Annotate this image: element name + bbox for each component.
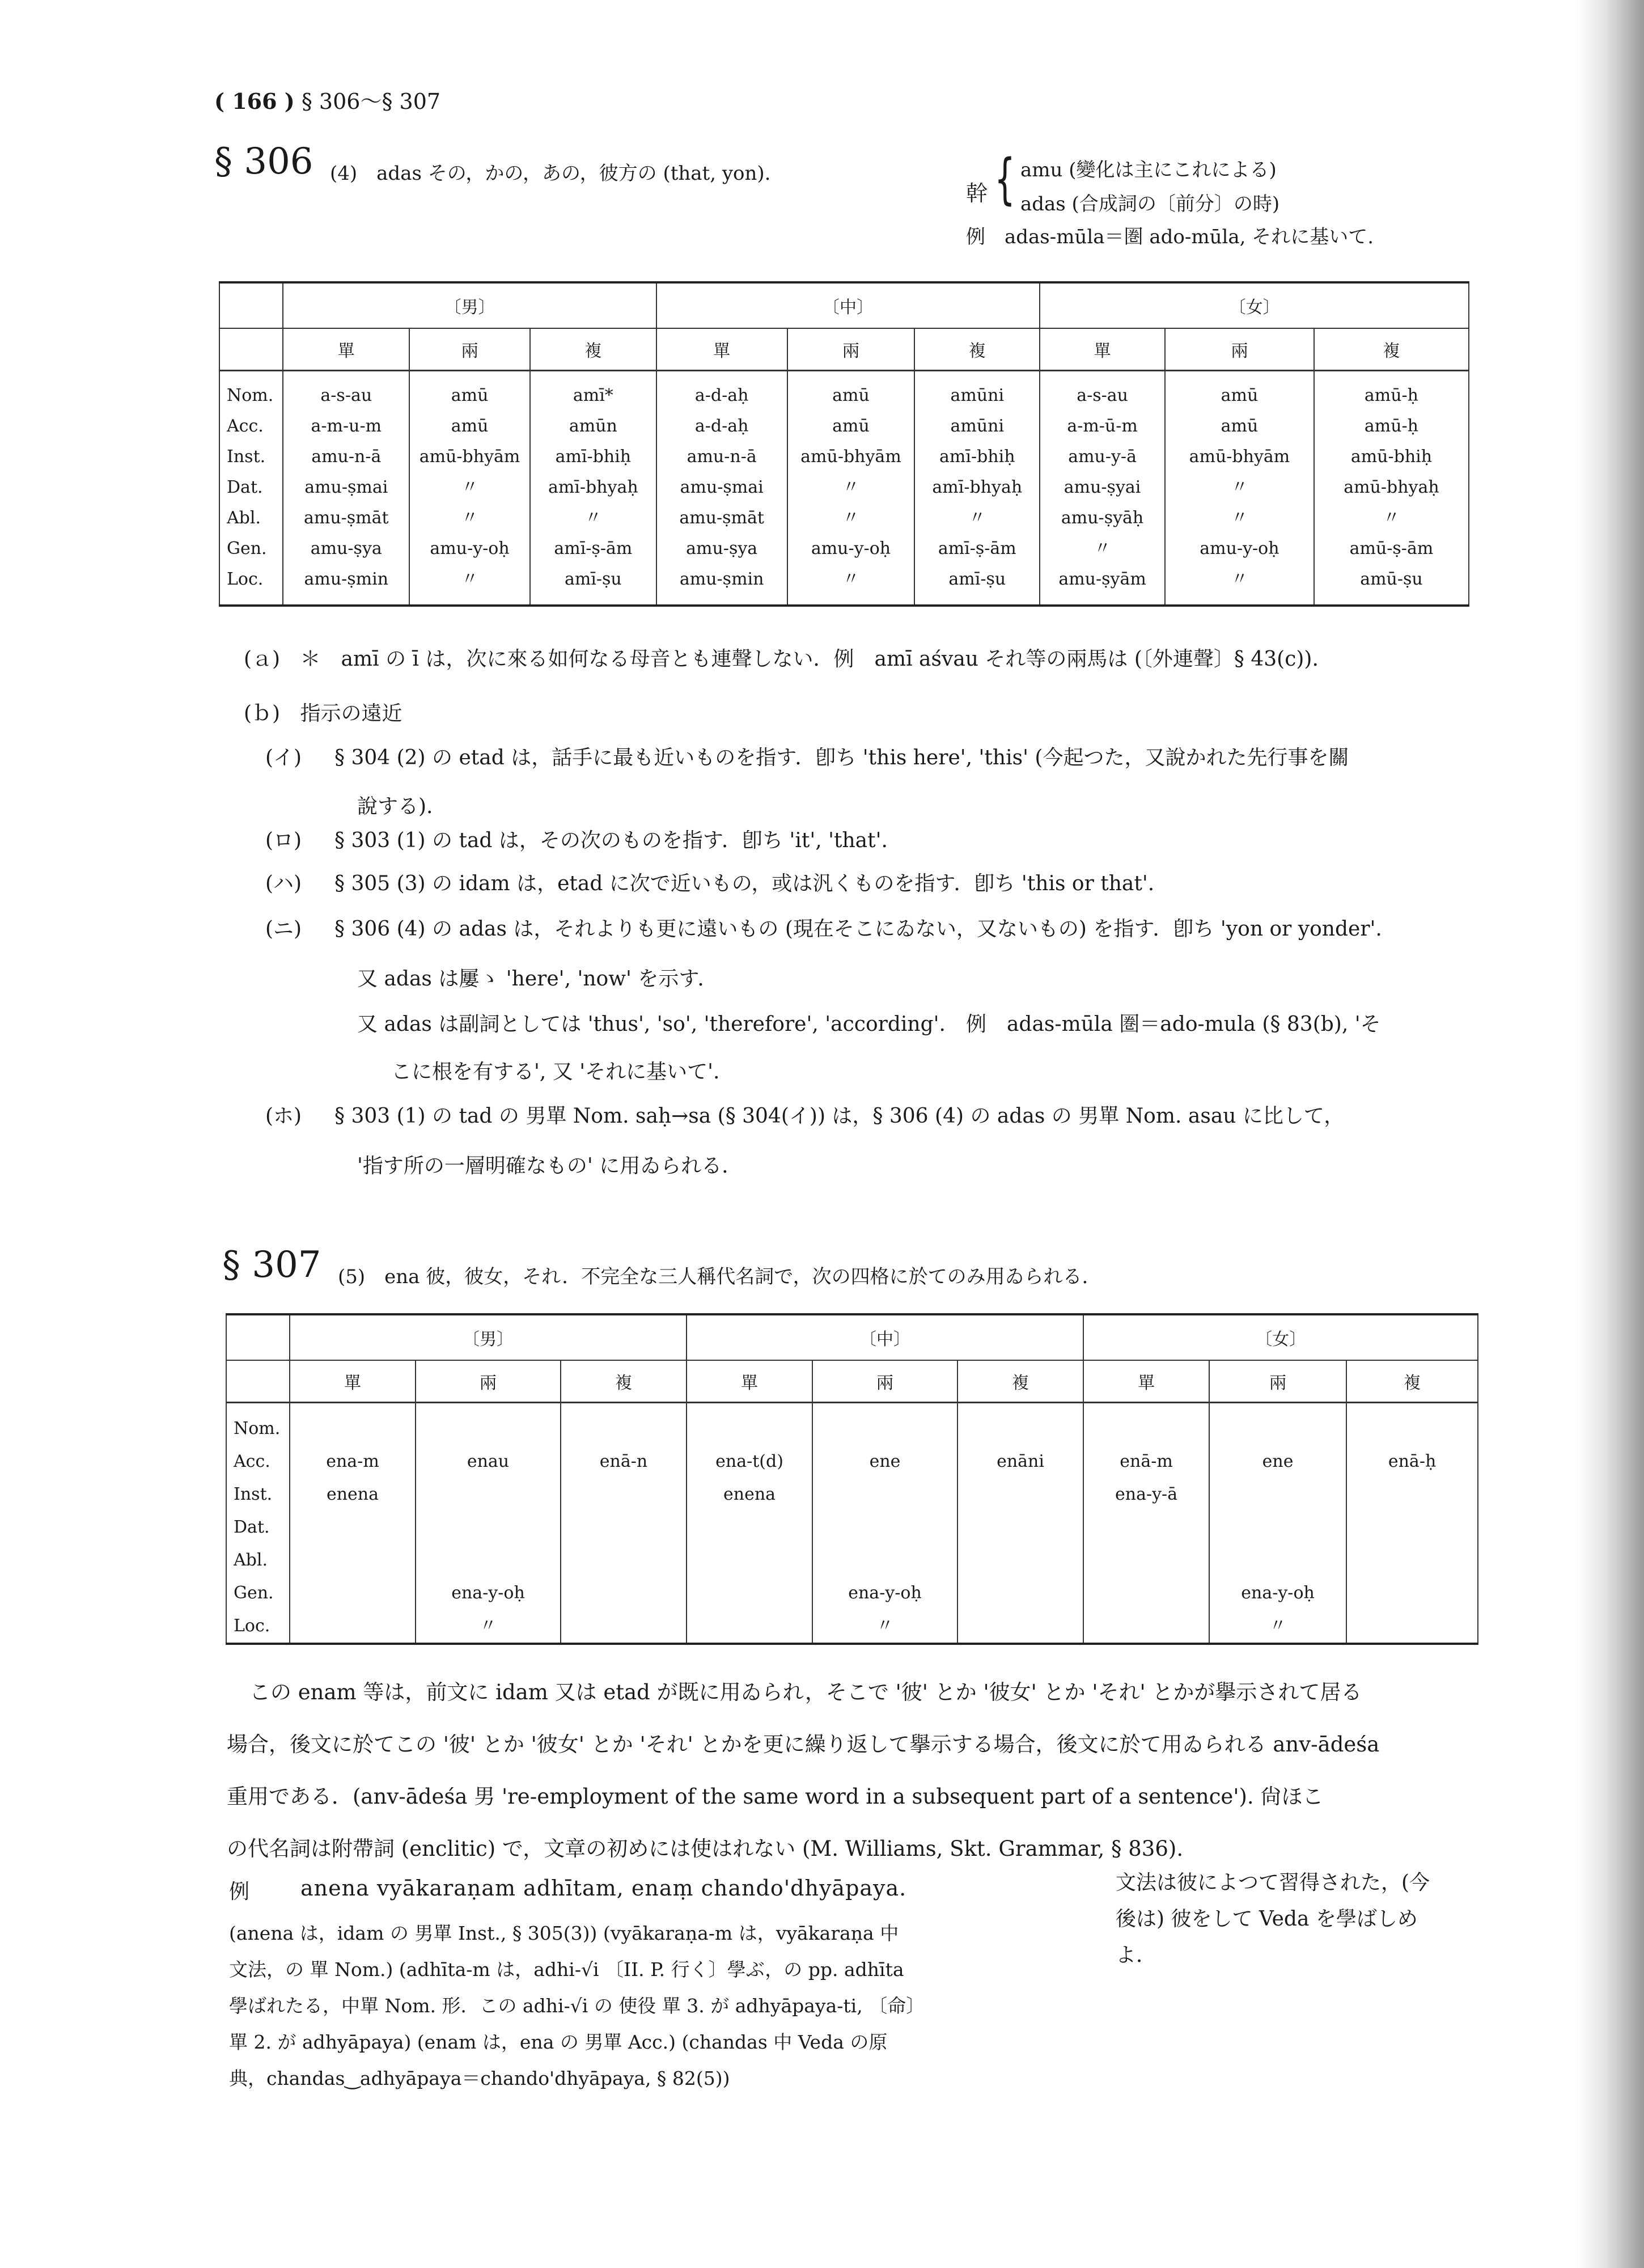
form-cell (958, 1478, 1083, 1511)
form-cell: 〃 (968, 508, 986, 528)
form-cell: 〃 (1094, 539, 1111, 558)
form-cell: amu-y-oḥ (1200, 539, 1279, 558)
form-cell: amu-ṣyām (1058, 569, 1146, 589)
note-ho-label: (ホ) (265, 1105, 302, 1128)
form-cell (958, 1577, 1083, 1610)
brace-icon: { (994, 147, 1015, 211)
form-cell: 〃 (876, 1616, 894, 1636)
form-cell: amī-ṣ-ām (938, 539, 1016, 558)
page-header (214, 84, 440, 115)
section-307-number: § 307 (222, 1244, 321, 1286)
form-cell (1347, 1577, 1477, 1610)
table1-col-masc-pl (530, 371, 656, 606)
form-cell (561, 1478, 686, 1511)
form-cell: ena-y-ā (1115, 1484, 1178, 1504)
page-number: ( 166 ) (214, 88, 295, 114)
form-cell (813, 1544, 957, 1577)
form-cell (290, 1610, 415, 1643)
form-cell (813, 1412, 957, 1445)
form-cell: amu-ṣya (310, 539, 382, 558)
table1-corner-2 (219, 328, 283, 371)
table2-corner-2 (226, 1360, 290, 1403)
table1-gender-neut: 〔中〕 (656, 282, 1040, 328)
table2-col-masc-du (416, 1403, 561, 1644)
table1-col-fem-du (1165, 371, 1314, 606)
form-cell: 〃 (1231, 569, 1248, 589)
note-a (244, 643, 1319, 672)
form-cell (1210, 1478, 1346, 1511)
table1-num: 單 (1040, 328, 1165, 371)
form-cell: ena-m (326, 1452, 379, 1471)
form-cell: amī-bhyaḥ (932, 477, 1023, 497)
table2-num: 複 (561, 1360, 687, 1403)
form-cell: 〃 (584, 508, 602, 528)
case-label: Acc. (234, 1452, 270, 1471)
table2-col-neut-pl (957, 1403, 1083, 1644)
note-b (244, 697, 402, 726)
table2-num: 兩 (1209, 1360, 1346, 1403)
form-cell: amī-bhiḥ (939, 447, 1015, 467)
form-cell (290, 1544, 415, 1577)
note-i-label: (イ) (265, 746, 302, 769)
case-label: Gen. (234, 1583, 274, 1603)
table2-corner (226, 1314, 290, 1360)
form-cell: amī-bhiḥ (555, 447, 632, 467)
form-cell: amu-ṣmāt (304, 508, 389, 528)
form-cell (1210, 1511, 1346, 1544)
note-ni-2: 又 adas は屢ゝ 'here', 'now' を示す． (357, 967, 718, 991)
form-cell: ena-y-oḥ (848, 1583, 922, 1603)
table2-num: 複 (1346, 1360, 1478, 1403)
section-306-heading: (4) adas その，かの，あの，彼方の (that, yon). (330, 162, 771, 185)
form-cell (958, 1610, 1083, 1643)
form-cell: 〃 (842, 569, 859, 589)
case-label: Nom. (227, 386, 274, 405)
table1-num: 兩 (1165, 328, 1314, 371)
form-cell: amū (1221, 386, 1259, 405)
form-cell: amu-ṣmāt (679, 508, 764, 528)
section-307-heading: (5) ena 彼，彼女，それ．不完全な三人稱代名詞で，次の四格に於てのみ用ゐられる． (338, 1266, 1101, 1288)
gloss-line5: 典，chandas‿adhyāpaya＝chando'dhyāpaya, § 82(5)) (229, 2067, 730, 2089)
form-cell: 〃 (480, 1616, 497, 1636)
table2-gender-masc: 〔男〕 (290, 1314, 687, 1360)
case-label: Abl. (227, 508, 261, 528)
table1-col-masc-du (409, 371, 530, 606)
table1-num: 單 (656, 328, 787, 371)
note-ro-text: § 303 (1) の tad は，その次のものを指す．卽ち 'it', 'that'. (334, 829, 888, 852)
form-cell: 〃 (1231, 508, 1248, 528)
table2-col-fem-du (1209, 1403, 1346, 1644)
form-cell: a-d-aḥ (694, 386, 749, 405)
table2-col-fem-pl (1346, 1403, 1478, 1644)
form-cell: amū (451, 416, 489, 436)
form-cell (416, 1544, 560, 1577)
table2-num: 單 (687, 1360, 812, 1403)
gloss-line1: (anena は，idam の 男單 Inst., § 305(3)) (vyākaraṇa-m は，vyākaraṇa 中 (229, 1922, 899, 1944)
table1-gender-fem: 〔女〕 (1040, 282, 1469, 328)
table2-num: 複 (957, 1360, 1083, 1403)
section-306-number: § 306 (214, 141, 313, 183)
note-ni-text: § 306 (4) の adas は，それよりも更に遠いもの (現在そこにゐない，又ないもの) を指す．卽ち 'yon or yonder'. (334, 917, 1382, 941)
form-cell (290, 1412, 415, 1445)
form-cell: amū-bhyām (419, 447, 520, 467)
form-cell: a-d-aḥ (694, 416, 749, 436)
table2-gender-neut: 〔中〕 (687, 1314, 1083, 1360)
form-cell: amū-ḥ (1364, 416, 1419, 436)
note-b-label: (ｂ) (244, 702, 281, 725)
form-cell: ene (1262, 1452, 1294, 1471)
form-cell: amu-n-ā (311, 447, 382, 467)
table1-num: 兩 (409, 328, 530, 371)
form-cell: amū (832, 416, 870, 436)
table1-num: 兩 (787, 328, 915, 371)
form-cell: ene (869, 1452, 901, 1471)
stem-example: 例 adas-mūla＝圏 ado-mūla, それに基いて. (966, 226, 1374, 248)
form-cell (687, 1544, 812, 1577)
note-a-label: (ａ) (244, 648, 281, 671)
form-cell: amu-ṣmai (304, 477, 388, 497)
form-cell (1347, 1544, 1477, 1577)
form-cell: amu-n-ā (687, 447, 757, 467)
form-cell (687, 1577, 812, 1610)
table1-num: 複 (1314, 328, 1469, 371)
case-label: Dat. (234, 1517, 270, 1537)
form-cell (416, 1412, 560, 1445)
note-i-line2: 說する). (357, 795, 433, 818)
form-cell: enena (326, 1484, 379, 1504)
form-cell: ena-y-oḥ (451, 1583, 525, 1603)
form-cell: amī-ṣ-ām (554, 539, 633, 558)
form-cell: amu-ṣmin (679, 569, 764, 589)
form-cell (416, 1511, 560, 1544)
form-cell (290, 1577, 415, 1610)
case-label: Nom. (234, 1419, 281, 1438)
case-label: Abl. (234, 1550, 268, 1570)
case-label: Dat. (227, 477, 263, 497)
note-ni-3: 又 adas は副詞としては 'thus', 'so', 'therefore', 'according'. 例 adas-mūla 圏＝ado-mula (§ 83(b), 'そ (357, 1013, 1381, 1036)
form-cell: amū-bhyaḥ (1344, 477, 1439, 497)
form-cell (687, 1511, 812, 1544)
table2-col-masc-pl (561, 1403, 687, 1644)
form-cell: amu-y-ā (1068, 447, 1137, 467)
table2-num: 兩 (416, 1360, 561, 1403)
stem-label: 幹 (966, 181, 988, 206)
form-cell (561, 1610, 686, 1643)
table1-num: 複 (914, 328, 1040, 371)
form-cell: amū-ḥ (1364, 386, 1419, 405)
form-cell (416, 1478, 560, 1511)
form-cell: amu-ṣmin (304, 569, 389, 589)
form-cell (1347, 1412, 1477, 1445)
form-cell (561, 1577, 686, 1610)
page-edge-shadow (1576, 0, 1644, 2268)
form-cell: amūni (950, 386, 1005, 405)
form-cell: amū (451, 386, 489, 405)
form-cell (1210, 1412, 1346, 1445)
table1-col-fem-sg (1040, 371, 1165, 606)
case-label: Inst. (234, 1484, 273, 1504)
note-ni-4: こに根を有する', 又 'それに基いて'. (391, 1060, 720, 1084)
para307-line1: この enam 等は，前文に idam 又は etad が既に用ゐられ，そこで '彼' とか '彼女' とか 'それ' とかが擧示されて居る (249, 1680, 1362, 1704)
table2-col-fem-sg (1083, 1403, 1209, 1644)
table2-num: 單 (290, 1360, 416, 1403)
form-cell: amūn (569, 416, 617, 436)
form-cell: amu-ṣmai (680, 477, 764, 497)
form-cell: amī* (573, 386, 613, 405)
form-cell: 〃 (1231, 477, 1248, 497)
case-label: Loc. (227, 569, 264, 589)
form-cell (561, 1544, 686, 1577)
form-cell: 〃 (842, 508, 859, 528)
table1-case-labels (219, 371, 283, 606)
para307-line2: 場合，後文に於てこの '彼' とか '彼女' とか 'それ' とかを更に繰り返して擧示する場合，後文に於て用ゐられる anv-ādeśa (227, 1732, 1380, 1757)
form-cell: amu-ṣyāḥ (1061, 508, 1144, 528)
form-cell (1084, 1577, 1209, 1610)
form-cell: amū-bhyām (1189, 447, 1290, 467)
form-cell: 〃 (461, 569, 478, 589)
gloss-line4: 單 2. が adhyāpaya) (enam は，ena の 男單 Acc.) (chandas 中 Veda の原 (229, 2031, 888, 2053)
form-cell: amī-ṣu (948, 569, 1006, 589)
form-cell: enena (723, 1484, 776, 1504)
para307-line3: 重用である．(anv-ādeśa 男 're-employment of the same word in a subsequent part of a sentence'). 尙ほこ (227, 1784, 1324, 1809)
form-cell: enāni (997, 1452, 1044, 1471)
gloss-line2: 文法，の 單 Nom.) (adhīta-m は，adhi-√i 〔II. P. 行く〕學ぶ，の pp. adhīta (229, 1958, 904, 1981)
form-cell (561, 1511, 686, 1544)
declension-table-adas (219, 281, 1469, 607)
example-sentence: anena vyākaraṇam adhītam, enaṃ chando'dhyāpaya. (300, 1876, 907, 1901)
form-cell (958, 1412, 1083, 1445)
gloss-line3: 學ばれたる，中單 Nom. 形．この adhi-√i の 使役 單 3. が adhyāpaya-ti, 〔命〕 (229, 1995, 925, 2017)
table1-col-neut-sg (656, 371, 787, 606)
form-cell (1347, 1511, 1477, 1544)
form-cell: a-s-au (1077, 386, 1128, 405)
case-label: Inst. (227, 447, 266, 467)
form-cell: 〃 (1269, 1616, 1287, 1636)
note-i-line1: § 304 (2) の etad は，話手に最も近いものを指す．卽ち 'this here', 'this' (今起つた，又說かれた先行事を關 (334, 746, 1349, 769)
form-cell (687, 1412, 812, 1445)
case-label: Acc. (227, 416, 264, 436)
form-cell: amī-ṣu (564, 569, 622, 589)
form-cell: enau (467, 1452, 510, 1471)
form-cell: amu-ṣya (686, 539, 758, 558)
form-cell (1084, 1610, 1209, 1643)
form-cell (958, 1544, 1083, 1577)
table1-col-fem-pl (1314, 371, 1469, 606)
table1-col-neut-pl (914, 371, 1040, 606)
note-ro-label: (ロ) (265, 829, 302, 852)
form-cell (1347, 1478, 1477, 1511)
stem-amu: amu (變化は主にこれによる) (1020, 159, 1277, 181)
form-cell: a-m-u-m (311, 416, 382, 436)
note-b-text: 指示の遠近 (300, 702, 402, 725)
form-cell: amu-y-oḥ (430, 539, 510, 558)
table2-gender-fem: 〔女〕 (1083, 1314, 1478, 1360)
form-cell: amū-ṣ-ām (1349, 539, 1434, 558)
form-cell: amī-bhyaḥ (548, 477, 638, 497)
table2-case-labels (226, 1403, 290, 1644)
form-cell (1084, 1544, 1209, 1577)
example-label: 例 (229, 1880, 250, 1903)
para307-line4: の代名詞は附帶詞 (enclitic) で，文章の初めには使はれない (M. Williams, Skt. Grammar, § 836). (227, 1837, 1184, 1861)
form-cell (1210, 1544, 1346, 1577)
form-cell: amū-bhiḥ (1350, 447, 1433, 467)
form-cell (958, 1511, 1083, 1544)
form-cell: enā-n (599, 1452, 648, 1471)
table2-col-neut-du (812, 1403, 957, 1644)
form-cell: amū-bhyām (800, 447, 901, 467)
table2-num: 單 (1083, 1360, 1209, 1403)
form-cell: amū (832, 386, 870, 405)
section-range: § 306～§ 307 (301, 89, 441, 114)
translation-line1: 文法は彼によつて習得された，(今 (1116, 1871, 1430, 1894)
note-ha-label: (ハ) (265, 872, 302, 895)
table2-col-neut-sg (687, 1403, 812, 1644)
form-cell: 〃 (842, 477, 859, 497)
form-cell: amu-y-oḥ (811, 539, 891, 558)
form-cell (813, 1511, 957, 1544)
form-cell: ena-t(d) (715, 1452, 783, 1471)
form-cell: amūni (950, 416, 1005, 436)
form-cell (1347, 1610, 1477, 1643)
form-cell: a-m-ū-m (1067, 416, 1138, 436)
translation-line3: よ． (1116, 1944, 1157, 1967)
table1-num: 複 (530, 328, 656, 371)
form-cell: amū (1221, 416, 1259, 436)
table2-col-masc-sg (290, 1403, 416, 1644)
declension-table-ena (226, 1313, 1478, 1645)
note-ho-2: '指す所の一層明確なもの' に用ゐられる． (357, 1154, 743, 1178)
form-cell (1084, 1511, 1209, 1544)
form-cell (1084, 1412, 1209, 1445)
note-ha-text: § 305 (3) の idam は，etad に次で近いもの，或は汎くものを指す．卽ち 'this or that'. (334, 872, 1155, 895)
form-cell: enā-ḥ (1388, 1452, 1437, 1471)
case-label: Gen. (227, 539, 267, 558)
form-cell: 〃 (461, 508, 478, 528)
table1-gender-masc: 〔男〕 (283, 282, 656, 328)
form-cell: amū-ṣu (1360, 569, 1423, 589)
form-cell (290, 1511, 415, 1544)
form-cell: a-s-au (320, 386, 372, 405)
form-cell (687, 1610, 812, 1643)
table1-col-masc-sg (283, 371, 409, 606)
form-cell: ena-y-oḥ (1241, 1583, 1315, 1603)
note-ni-label: (ニ) (265, 917, 302, 941)
case-label: Loc. (234, 1616, 270, 1636)
table1-col-neut-du (787, 371, 915, 606)
translation-line2: 後は) 彼をして Veda を學ばしめ (1116, 1907, 1418, 1931)
table1-corner (219, 282, 283, 328)
table2-num: 兩 (812, 1360, 957, 1403)
table1-num: 單 (283, 328, 409, 371)
form-cell: amu-ṣyai (1063, 477, 1141, 497)
note-ho-text: § 303 (1) の tad の 男單 Nom. saḥ→sa (§ 304(イ)) は，§ 306 (4) の adas の 男單 Nom. asau に比して， (334, 1105, 1345, 1128)
form-cell (813, 1478, 957, 1511)
stem-adas: adas (合成詞の〔前分〕の時) (1020, 193, 1280, 215)
note-a-text: ＊ amī の ī は，次に來る如何なる母音とも連聲しない．例 amī aśvau それ等の兩馬は (〔外連聲〕§ 43(c)). (300, 648, 1319, 671)
form-cell: 〃 (1383, 508, 1400, 528)
form-cell: 〃 (461, 477, 478, 497)
form-cell: enā-m (1120, 1452, 1173, 1471)
form-cell (561, 1412, 686, 1445)
